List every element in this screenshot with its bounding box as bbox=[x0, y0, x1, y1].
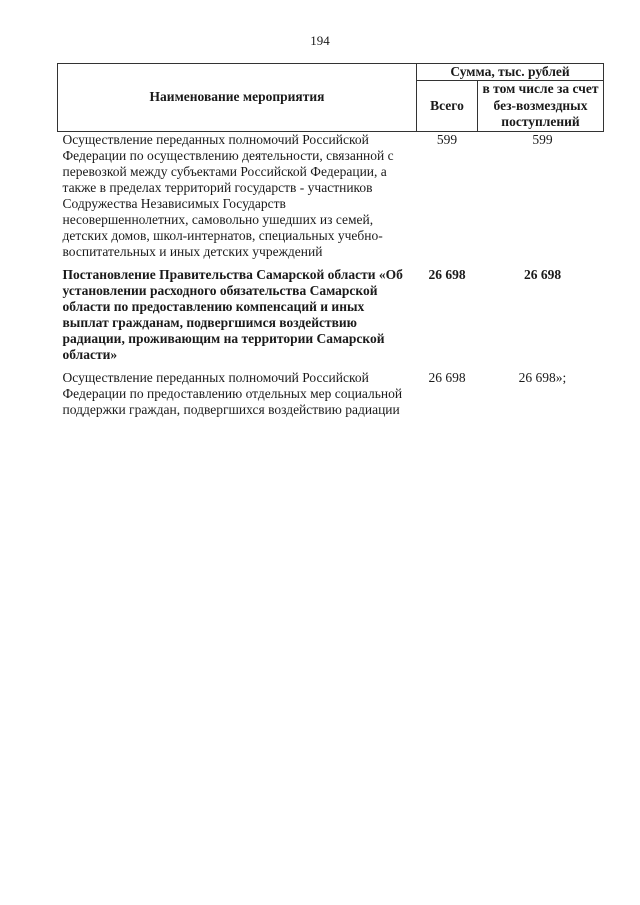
page-number: 194 bbox=[310, 33, 330, 48]
row-name: Постановление Правительства Самарской области «Об установлении расходного обязательства Самарской области по предоставлению компенсаций и иных выплат гражданам, подвергшимся воздействию радиации, проживающим на территории Самарской области» bbox=[62, 266, 403, 362]
row-name: Осуществление переданных полномочий Российской Федерации по предоставлению отдельных мер социальной поддержки граждан, подвергшихся воздействию радиации bbox=[62, 369, 403, 417]
header-total: Всего bbox=[417, 81, 478, 132]
table-row bbox=[58, 131, 604, 260]
table-row bbox=[58, 363, 604, 418]
header-sum-group: Сумма, тыс. рублей bbox=[417, 64, 604, 81]
budget-table bbox=[57, 63, 604, 418]
table-row bbox=[58, 260, 604, 363]
row-incl: 26 698 bbox=[523, 266, 562, 282]
row-incl: 26 698»; bbox=[518, 369, 567, 385]
row-total: 26 698 bbox=[428, 266, 466, 282]
row-incl: 599 bbox=[532, 131, 553, 147]
row-total: 599 bbox=[436, 131, 458, 147]
row-name: Осуществление переданных полномочий Российской Федерации по осуществлению деятельности, связанной с перевозкой между субъектами Российской Федерации, а также в пределах территорий государств - участников Содружества Независимых Государств несовершеннолетних, самовольно ушедших из семей, детских домов, школ-интернатов, специальных учебно-воспитательных и иных детских учреждений bbox=[62, 131, 394, 259]
table-body bbox=[58, 131, 604, 418]
header-name: Наименование мероприятия bbox=[58, 64, 417, 132]
row-total: 26 698 bbox=[428, 369, 466, 385]
header-incl: в том числе за счет без-возмездных поступлений bbox=[478, 81, 604, 132]
table-header bbox=[58, 64, 604, 132]
